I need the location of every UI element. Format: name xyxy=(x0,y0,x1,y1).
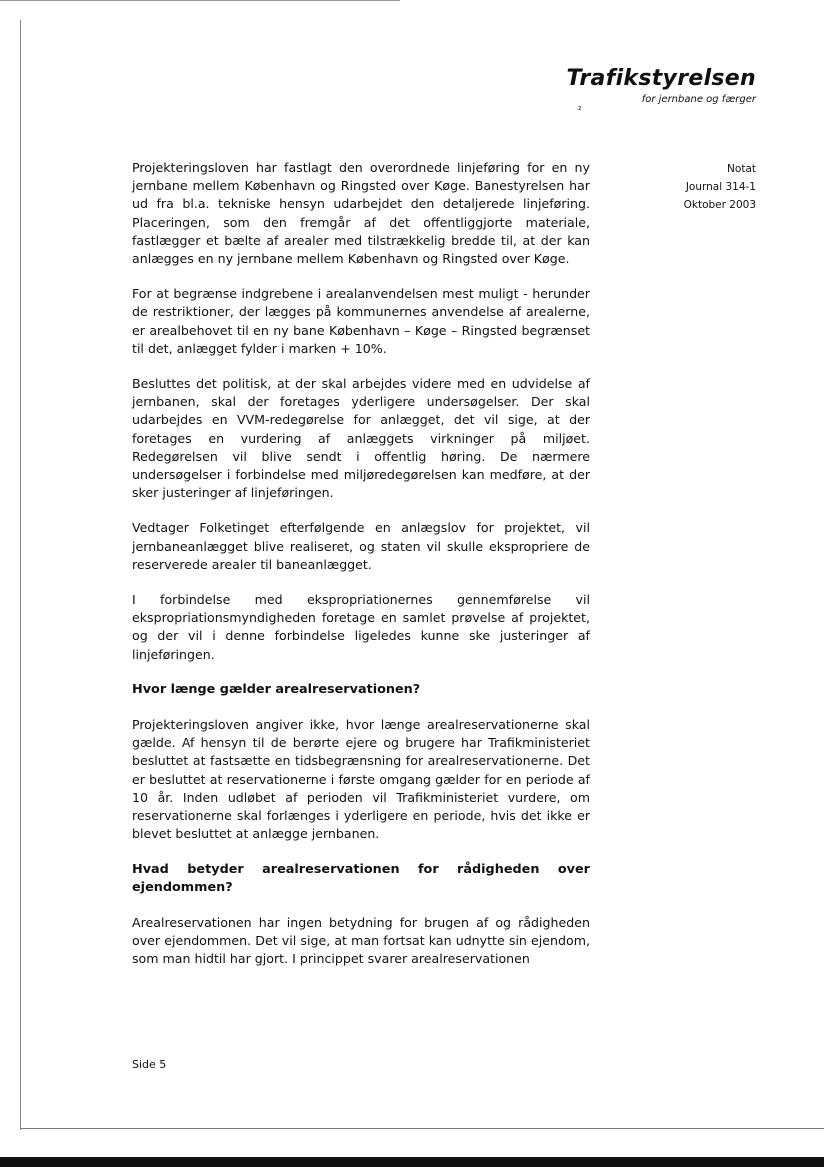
paragraph: I forbindelse med ekspropriationernes gennemførelse vil ekspropriationsmyndigheden foretage en samlet prøvelse af projektet, og der vil i denne forbindelse ligeledes kunne ske justeringer af linjeføringen. xyxy=(132,592,590,662)
document-meta xyxy=(684,160,756,214)
paragraph: Arealreservationen har ingen betydning for brugen af og rådigheden over ejendommen. Det vil sige, at man fortsat kan udnytte sin ejendom, som man hidtil har gjort. I princippet svarer arealreservationen xyxy=(132,914,590,967)
logo xyxy=(567,66,756,106)
paragraph: Besluttes det politisk, at der skal arbejdes videre med en udvidelse af jernbanen, skal der foretages yderligere undersøgelser. Der skal udarbejdes en VVM-redegørelse for anlægget, det vil sige, at der foretages en vurdering af anlæggets virkninger på miljøet. Redegørelsen vil blive sendt i offentlig høring. De nærmere undersøgelser i forbindelse med miljøredegørelsen kan medføre, at der sker justeringer af linjeføringen. xyxy=(132,376,590,501)
paragraph: Vedtager Folketinget efterfølgende en anlægslov for projektet, vil jernbaneanlægget blive realiseret, og staten vil skulle ekspropriere de reserverede arealer til baneanlægget. xyxy=(132,520,590,572)
page-number: Side 5 xyxy=(132,1058,167,1071)
paragraph: For at begrænse indgrebene i arealanvendelsen mest muligt - herunder de restriktioner, der lægges på kommunernes anvendelse af arealerne, er arealbehovet til en ny bane København – Køge – Ringsted begrænset til det, anlægget fylder i marken + 10%. xyxy=(132,286,590,356)
section-heading: Hvor længe gælder arealreservationen? xyxy=(132,681,421,697)
section-heading: Hvad betyder arealreservationen for rådigheden over ejendommen? xyxy=(132,861,590,895)
logo-name: Trafikstyrelsen xyxy=(566,66,756,91)
scan-mark: ² xyxy=(578,106,582,116)
paragraph: Projekteringsloven har fastlagt den overordnede linjeføring for en ny jernbane mellem København og Ringsted over Køge. Banestyrelsen har ud fra bl.a. tekniske hensyn udarbejdet den detaljerede linjeføring. Placeringen, som den fremgår af det offentliggjorte materiale, fastlægger et bælte af arealer med tilstrækkelig bredde til, at der kan anlægges en ny jernbane mellem København og Ringsted over Køge. xyxy=(132,160,590,267)
journal-number: Journal 314-1 xyxy=(685,181,756,193)
logo-tagline: for jernbane og færger xyxy=(641,94,756,105)
scan-border xyxy=(0,1157,824,1167)
scan-edge-left xyxy=(20,20,21,1130)
doc-type: Notat xyxy=(727,163,756,175)
paragraph: Projekteringsloven angiver ikke, hvor længe arealreservationerne skal gælde. Af hensyn til de berørte ejere og brugere har Trafikministeriet besluttet at fastsætte en tidsbegrænsning for arealreservationerne. Det er besluttet at reservationerne i første omgang gælder for en periode af 10 år. Inden udløbet af perioden vil Trafikministeriet vurdere, om reservationerne skal forlænges i yderligere en periode, hvis det ikke er blevet besluttet at anlægge jernbanen. xyxy=(132,717,590,842)
scan-edge-top xyxy=(0,0,400,1)
scan-edge-bottom xyxy=(20,1128,824,1129)
doc-date: Oktober 2003 xyxy=(683,199,756,211)
body-text xyxy=(132,159,590,986)
